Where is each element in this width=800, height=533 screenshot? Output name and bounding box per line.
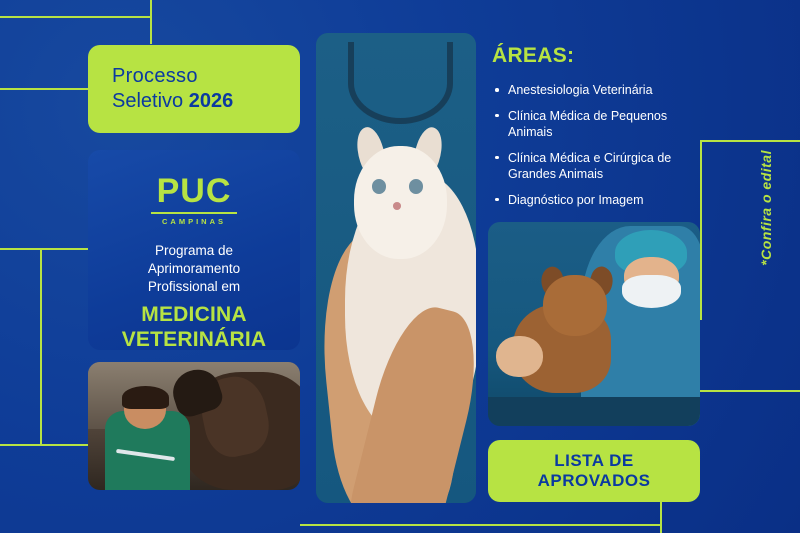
lista-de-aprovados-button[interactable] bbox=[488, 440, 700, 502]
areas-list-item: Anestesiologia Veterinária bbox=[492, 82, 702, 99]
headline-line-1: Processo bbox=[112, 65, 198, 87]
puc-logo: PUC bbox=[156, 172, 232, 210]
veterinarian-examining-dog-photo bbox=[488, 222, 700, 426]
headline-box bbox=[88, 45, 300, 133]
program-line-1: Programa de bbox=[154, 243, 234, 258]
veterinarian-with-horse-photo bbox=[88, 362, 300, 490]
decor-line-right-upper bbox=[700, 140, 800, 142]
cat-photo-eye-left bbox=[372, 179, 386, 194]
areas-list-item: Diagnóstico por Imagem bbox=[492, 192, 702, 209]
cat-photo-nose bbox=[393, 202, 401, 210]
areas-section bbox=[492, 44, 702, 217]
program-description bbox=[104, 242, 284, 295]
edital-note[interactable]: *Confira o edital bbox=[758, 150, 774, 266]
cat-photo-eye-right bbox=[409, 179, 423, 194]
areas-list-item: Clínica Médica de Pequenos Animais bbox=[492, 108, 702, 141]
headline-year: 2026 bbox=[188, 90, 234, 112]
veterinarian-holding-cat-photo bbox=[316, 33, 476, 503]
horse-photo-vet-hair bbox=[122, 386, 169, 409]
decor-line-left-upper bbox=[0, 88, 88, 90]
stethoscope-neck-icon bbox=[348, 42, 453, 123]
cat-photo-cat-head bbox=[354, 146, 447, 259]
program-line-3: Profissional em bbox=[147, 278, 241, 294]
face-mask-icon bbox=[622, 275, 681, 308]
areas-list-item: Clínica Médica e Cirúrgica de Grandes Animais bbox=[492, 150, 702, 183]
surgery-photo-table bbox=[488, 397, 700, 426]
puc-logo-subtitle: CAMPINAS bbox=[161, 217, 226, 226]
surgery-photo-bg bbox=[488, 222, 700, 426]
cta-line-1: LISTA DE bbox=[554, 450, 634, 470]
course-line-2: VETERINÁRIA bbox=[121, 327, 267, 351]
decor-line-bottom bbox=[300, 524, 660, 526]
cta-line-2: APROVADOS bbox=[537, 471, 651, 490]
logo-divider bbox=[151, 212, 237, 214]
headline-line-2-text: Seletivo bbox=[112, 90, 189, 112]
course-line-1: MEDICINA bbox=[141, 303, 247, 327]
horse-photo-bg bbox=[88, 362, 300, 490]
decor-line-top-left bbox=[0, 16, 150, 18]
decor-line-left-vert bbox=[40, 248, 42, 444]
decor-line-left-lower bbox=[0, 444, 88, 446]
decor-line-right-lower bbox=[700, 390, 800, 392]
course-name bbox=[104, 303, 284, 351]
decor-line-top-left-vert bbox=[150, 0, 152, 44]
cat-photo-bg bbox=[316, 33, 476, 503]
headline-line-2 bbox=[112, 89, 300, 114]
areas-heading: ÁREAS: bbox=[492, 44, 575, 67]
surgery-photo-dog-head bbox=[543, 275, 607, 336]
program-line-2: Aprimoramento bbox=[147, 260, 241, 276]
program-card bbox=[88, 150, 300, 350]
decor-line-left-mid bbox=[0, 248, 88, 250]
surgery-photo-hand bbox=[496, 336, 543, 377]
areas-list bbox=[492, 82, 702, 208]
